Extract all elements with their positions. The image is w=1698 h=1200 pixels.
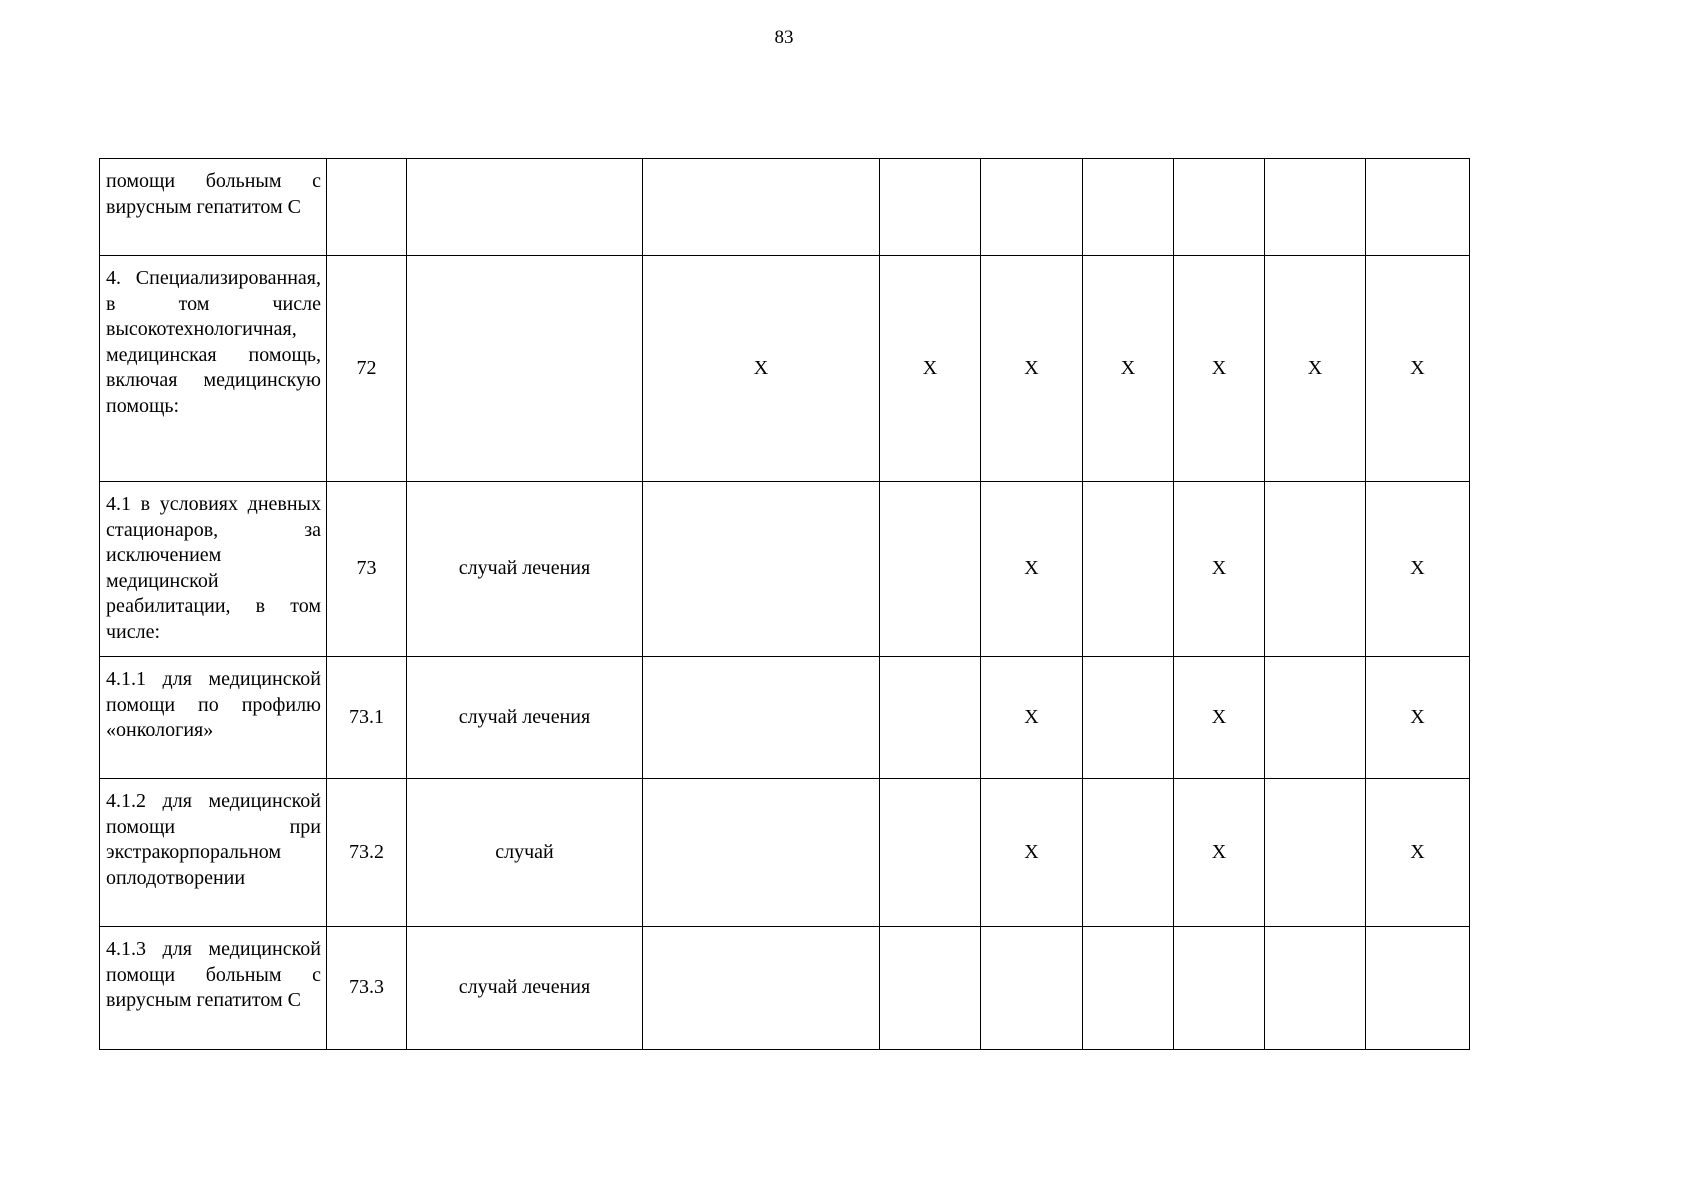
value-cell [1265,482,1366,657]
value-cell: Х [981,256,1083,482]
table-row [100,482,1470,657]
value-cell: Х [1174,482,1265,657]
value-cell [981,927,1083,1050]
value-cell [1265,657,1366,779]
value-cell [643,927,880,1050]
table-row [100,256,1470,482]
row-unit-cell: случай лечения [407,482,643,657]
table-row [100,927,1470,1050]
value-cell [1083,482,1174,657]
value-cell: Х [1366,256,1470,482]
value-cell [1366,159,1470,256]
table-row [100,779,1470,927]
value-cell [1174,927,1265,1050]
row-name-cell: 4.1 в условиях дневных стационаров, за исключением медицинской реабилитации, в том числе: [100,482,327,657]
page-number: 83 [774,27,794,48]
value-cell: Х [1265,256,1366,482]
row-code-cell [327,159,407,256]
table-row [100,159,1470,256]
value-cell: Х [1366,779,1470,927]
value-cell: Х [643,256,880,482]
value-cell: Х [1174,657,1265,779]
value-cell: Х [981,779,1083,927]
row-name-cell: 4.1.3 для медицинской помощи больным с вирусным гепатитом С [100,927,327,1050]
row-code-cell: 73.1 [327,657,407,779]
value-cell [880,779,981,927]
value-cell [880,927,981,1050]
row-unit-cell [407,256,643,482]
value-cell: Х [1366,657,1470,779]
row-unit-cell: случай [407,779,643,927]
value-cell [981,159,1083,256]
value-cell: Х [1174,779,1265,927]
row-unit-cell: случай лечения [407,657,643,779]
value-cell: Х [1083,256,1174,482]
value-cell [1265,779,1366,927]
value-cell [880,159,981,256]
value-cell: Х [981,482,1083,657]
value-cell [643,159,880,256]
value-cell: Х [880,256,981,482]
value-cell [880,657,981,779]
row-code-cell: 73 [327,482,407,657]
value-cell [1265,159,1366,256]
table-row [100,657,1470,779]
value-cell [1083,159,1174,256]
value-cell [643,482,880,657]
row-code-cell: 72 [327,256,407,482]
value-cell [1083,657,1174,779]
row-code-cell: 73.3 [327,927,407,1050]
row-code-cell: 73.2 [327,779,407,927]
value-cell: Х [1174,256,1265,482]
value-cell [643,657,880,779]
row-unit-cell: случай лечения [407,927,643,1050]
row-name-cell: 4.1.1 для медицинской помощи по профилю «онкология» [100,657,327,779]
value-cell: Х [1366,482,1470,657]
data-table [99,158,1470,1050]
value-cell [880,482,981,657]
value-cell: Х [981,657,1083,779]
value-cell [1083,927,1174,1050]
value-cell [643,779,880,927]
value-cell [1083,779,1174,927]
value-cell [1265,927,1366,1050]
value-cell [1174,159,1265,256]
row-name-cell: 4.1.2 для медицинской помощи при экстракорпоральном оплодотворении [100,779,327,927]
row-name-cell: помощи больным с вирусным гепатитом С [100,159,327,256]
row-name-cell: 4. Специализированная, в том числе высокотехнологичная, медицинская помощь, включая медицинскую помощь: [100,256,327,482]
value-cell [1366,927,1470,1050]
row-unit-cell [407,159,643,256]
